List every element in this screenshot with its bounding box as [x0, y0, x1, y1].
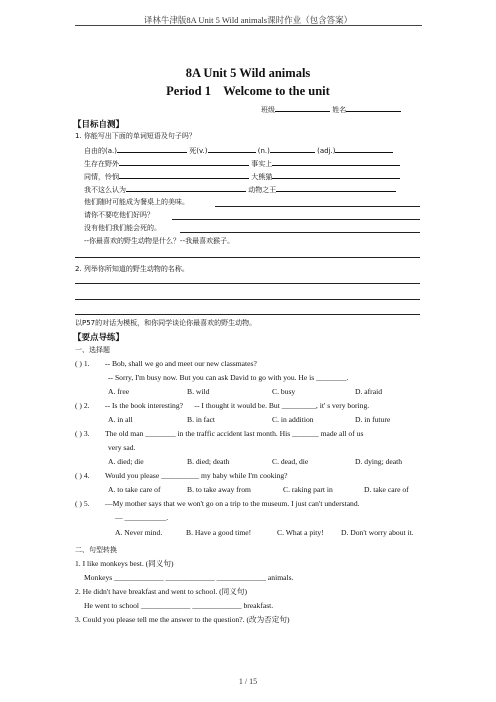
answer-line[interactable] [215, 206, 420, 207]
section-self-test: 【目标自测】 [73, 120, 125, 130]
q2-prompt: 2. 列举你所知道的野生动物的名称。 [75, 265, 189, 273]
document-title: 8A Unit 5 Wild animals [185, 66, 311, 80]
period-title: Period 1 Welcome to the unit [166, 84, 330, 98]
option-c[interactable]: C. in addition [272, 415, 314, 424]
option-d[interactable]: D. dying; death [355, 457, 403, 466]
task-prompt: 以P57的对话为模板，和你同学谈论你最喜欢的野生动物。 [75, 319, 257, 327]
mcq-3: ( ) 3. The old man ________ in the traffic accident last month. His _______ made all of us [75, 429, 364, 438]
option-c[interactable]: C. What a pity! [277, 528, 324, 537]
trans-1-answer[interactable]: Monkeys _____________ _____________ _____________ animals. [84, 573, 294, 582]
option-d[interactable]: D. in future [355, 415, 391, 424]
option-c[interactable]: C. raking part in [283, 485, 333, 494]
blank[interactable] [119, 157, 249, 166]
option-a[interactable]: A. free [108, 387, 130, 396]
q1-line-2: 生存在野外 事实上 [84, 157, 400, 169]
trans-2-answer[interactable]: He went to school _____________ _____________ breakfast. [84, 601, 274, 610]
blank[interactable] [272, 157, 400, 166]
answer-line[interactable] [75, 314, 420, 315]
blank[interactable] [270, 144, 315, 153]
blank[interactable] [117, 144, 187, 153]
option-b[interactable]: B. wild [187, 387, 210, 396]
blank[interactable] [276, 183, 396, 192]
answer-line[interactable] [180, 232, 420, 233]
option-c[interactable]: C. dead, die [272, 457, 309, 466]
name-blank[interactable] [346, 103, 401, 112]
blank[interactable] [208, 144, 256, 153]
blank[interactable] [272, 170, 400, 179]
option-d[interactable]: D. Don't worry about it. [341, 528, 414, 537]
mcq-4: ( ) 4. Would you please __________ my baby while I'm cooking? [75, 471, 288, 480]
header-rule [75, 25, 422, 26]
trans-2: 2. He didn't have breakfast and went to school. (同义句) [75, 587, 247, 596]
option-d[interactable]: D. afraid [355, 387, 382, 396]
mcq-5-line2: — ___________. [115, 513, 169, 522]
q1-sentence-3: 没有他们我们能会死的。 [84, 224, 161, 232]
name-label: 姓名 [332, 106, 347, 114]
option-a[interactable]: A. died; die [108, 457, 144, 466]
mcq-1-line2: -- Sorry, I'm busy now. But you can ask David to go with you. He is ________. [108, 373, 349, 382]
part-sentence-transform: 二、句型转换 [75, 546, 117, 554]
class-name-row [261, 103, 401, 115]
option-b[interactable]: B. died; death [187, 457, 230, 466]
answer-line[interactable] [172, 219, 420, 220]
q1-line-3: 同情，怜悯 大熊猫 [84, 170, 400, 182]
option-a[interactable]: A. in all [108, 415, 133, 424]
section-key-points: 【要点导练】 [73, 333, 125, 343]
mcq-2: ( ) 2. -- Is the book interesting? -- I thought it would be. But _________, it' s very boring. [75, 401, 370, 410]
q1-line-1: 自由的(a.) 死(v.) (n.) (adj.) [84, 144, 393, 156]
option-b[interactable]: B. in fact [187, 415, 216, 424]
page-header: 译林牛津版8A Unit 5 Wild animals课时作业（包含答案） [143, 15, 353, 25]
q1-sentence-1: 他们随时可能成为餐桌上的美味。 [84, 198, 189, 206]
blank[interactable] [126, 183, 246, 192]
q1-sentence-4: --你最喜欢的野生动物是什么？--我最喜欢猴子。 [84, 237, 235, 245]
answer-line[interactable] [75, 283, 420, 284]
mcq-1: ( ) 1. -- Bob, shall we go and meet our new classmates? [75, 359, 257, 368]
q1-line-4: 我不这么认为 动物之王 [84, 183, 396, 195]
trans-1: 1. I like monkeys best. (同义句) [75, 559, 174, 568]
mcq-3-line2: very sad. [108, 443, 136, 452]
part-multiple-choice: 一、选择题 [75, 346, 110, 354]
q1-sentence-2: 请你不要吃他们好吗？ [84, 211, 154, 219]
answer-line[interactable] [75, 257, 420, 258]
option-b[interactable]: B. Have a good time! [186, 528, 252, 537]
answer-line[interactable] [75, 299, 420, 300]
option-c[interactable]: C. busy [272, 387, 296, 396]
page-number: 1 / 15 [238, 677, 258, 686]
mcq-5: ( ) 5. —My mother says that we won't go on a trip to the museum. I just can't understand. [75, 499, 360, 508]
trans-3: 3. Could you please tell me the answer to the question?. (改为否定句) [75, 615, 290, 624]
class-label: 班级 [261, 106, 275, 114]
blank[interactable] [335, 144, 393, 153]
q1-prompt: 1. 你能写出下面的单词短语及句子吗？ [75, 132, 196, 140]
class-blank[interactable] [275, 103, 330, 112]
option-d[interactable]: D. take care of [364, 485, 409, 494]
blank[interactable] [119, 170, 249, 179]
option-a[interactable]: A. Never mind. [115, 528, 163, 537]
option-a[interactable]: A. to take care of [108, 485, 161, 494]
option-b[interactable]: B. to take away from [187, 485, 251, 494]
